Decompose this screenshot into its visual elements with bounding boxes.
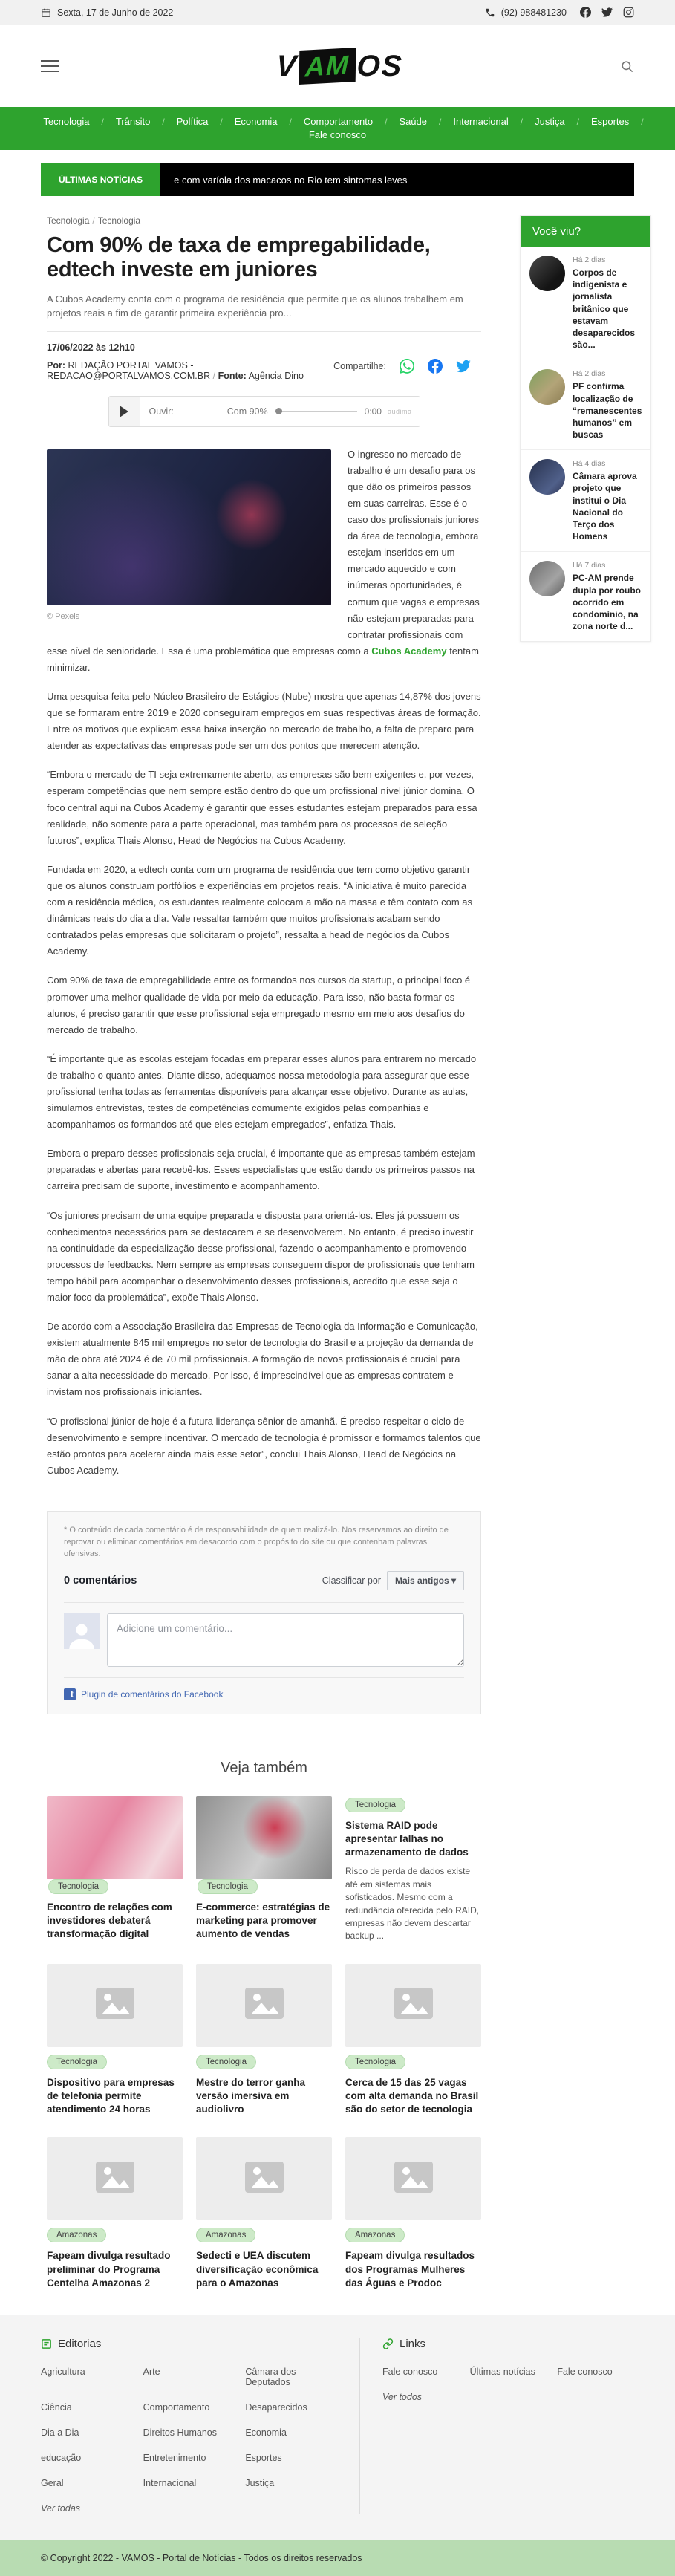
article-paragraph: “Embora o mercado de TI seja extremamente aberto, as empresas são bem exigentes e, por vezes, esperam competências que nem sempre estão dentro do que um profissional nível júnior domina. O foco central aqui na Cubos Academy é garantir que esses estudantes estejam preparados para essa realidade, não somente para a parte operacional, mas também para os processos de seleção futuros”, explica Thais Alonso, Head de Negócios na Cubos Academy. xyxy=(47,769,477,846)
nav-item-economia[interactable]: Economia xyxy=(234,116,278,127)
comment-input[interactable] xyxy=(107,1613,464,1667)
comments-disclaimer: * O conteúdo de cada comentário é de responsabilidade de quem realizá-lo. Nos reservamos ao direito de reprovar ou eliminar comentários em desacordo com o propósito do site ou que contenham palavras ofensivas. xyxy=(64,1525,449,1558)
article-paragraph: “O profissional júnior de hoje é a futura liderança sênior de amanhã. É preciso respeitar o ciclo de desenvolvimento e sempre incentivar. O mercado de tecnologia é promissor e formamos talentos que estão prontos para acelerar ainda mais esse setor”, conclui Thais Alonso, Head de Negócios na Cubos Academy. xyxy=(47,1415,481,1476)
card-title: E-commerce: estratégias de marketing para promover aumento de vendas xyxy=(196,1901,330,1940)
footer-link-entretenimento[interactable]: Entretenimento xyxy=(143,2453,206,2464)
news-thumbnail xyxy=(529,459,565,495)
breadcrumb-page[interactable]: Tecnologia xyxy=(97,215,141,226)
copyright-text: © Copyright 2022 - VAMOS - Portal de Notícias - Todos os direitos reservados xyxy=(41,2553,362,2564)
sidebar-news-item[interactable] xyxy=(521,360,650,449)
card-image xyxy=(196,1796,332,1879)
sort-dropdown[interactable]: Mais antigos ▾ xyxy=(387,1571,464,1590)
article-paragraph: Uma pesquisa feita pelo Núcleo Brasileiro de Estágios (Nube) mostra que apenas 14,87% dos jovens que se formaram entre 2019 e 2020 conseguiram empregos em suas respectivas áreas de formação. Entre os motivos que explicam essa baixa inserção no mercado de trabalho, a falta de preparo para atender as expectativas das empresas pode ser um dos pontos que merecem atenção. xyxy=(47,691,481,752)
footer-link-arte[interactable]: Arte xyxy=(143,2367,160,2378)
article-byline: Por: REDAÇÃO PORTAL VAMOS - REDACAO@PORTALVAMOS.COM.BR / Fonte: Agência Dino xyxy=(47,360,304,381)
twitter-share-icon[interactable] xyxy=(456,359,471,374)
footer-link-economia[interactable]: Economia xyxy=(245,2427,287,2439)
avatar xyxy=(64,1613,100,1649)
card-image xyxy=(47,1796,183,1879)
cubos-academy-link[interactable]: Cubos Academy xyxy=(371,645,447,657)
topbar-date: Sexta, 17 de Junho de 2022 xyxy=(57,7,174,18)
logo-v: V xyxy=(275,49,299,82)
card-image xyxy=(196,1964,332,2047)
card-image xyxy=(345,2137,481,2220)
related-title: Veja também xyxy=(221,1759,307,1776)
nav-item-comportamento[interactable]: Comportamento xyxy=(303,116,374,127)
article-paragraph: Fundada em 2020, a edtech conta com um programa de residência que tem como objetivo garantir que os alunos construam portfólios e experiências em projetos reais. “A iniciativa é muito parecida com a residência médica, os estudantes realmente colocam a mão na massa e têm contato com as dinâmicas reais do dia a dia. Vale ressaltar também que muitos profissionais acabam sendo contratados pelas empresas que solicitaram o projeto”, ressalta a head de negócios da Cubos Academy. xyxy=(47,863,473,957)
sidebar-news-item[interactable] xyxy=(521,551,650,641)
page-title: Com 90% de taxa de empregabilidade, edtech investe em juniores xyxy=(47,233,431,282)
footer-link-internacional[interactable]: Internacional xyxy=(143,2478,197,2489)
nav-item-saude[interactable]: Saúde xyxy=(399,116,427,127)
category-badge[interactable]: Tecnologia xyxy=(196,2055,256,2069)
divider xyxy=(47,331,481,332)
whatsapp-share-icon[interactable] xyxy=(400,359,414,374)
card-title: Sistema RAID pode apresentar falhas no armazenamento de dados xyxy=(345,1819,469,1858)
image-placeholder-icon xyxy=(96,1988,134,2023)
article-paragraph: “É importante que as escolas estejam focadas em preparar esses alunos para entrarem no mercado de trabalho o quanto antes. Diante disso, adequamos nossa metodologia para assegurar que esse profissional tenha todas as ferramentas disponíveis para alcançar esse objetivo. Durante as aulas, simulamos entrevistas, testes de competências comumente exigidos pelas companhias e acompanhamos os formandos até que eles estejam empregados”, enfatiza Thais. xyxy=(47,1053,477,1131)
related-card[interactable] xyxy=(47,1796,183,1943)
player-time: 0:00 xyxy=(364,406,382,417)
image-placeholder-icon xyxy=(245,1988,284,2023)
copyright-bar xyxy=(0,2540,675,2576)
footer xyxy=(0,2315,675,2540)
footer-link-agricultura[interactable]: Agricultura xyxy=(41,2367,85,2378)
facebook-plugin-link[interactable]: f Plugin de comentários do Facebook xyxy=(64,1688,464,1700)
related-card[interactable] xyxy=(196,1796,332,1943)
news-thumbnail xyxy=(529,256,565,291)
play-button[interactable] xyxy=(109,396,140,427)
card-image xyxy=(345,1964,481,2047)
phone-icon xyxy=(485,7,495,18)
category-badge[interactable]: Amazonas xyxy=(196,2228,255,2242)
editorias-icon xyxy=(41,2338,52,2349)
footer-link-dia-a-dia[interactable]: Dia a Dia xyxy=(41,2427,79,2439)
twitter-icon[interactable] xyxy=(601,7,613,18)
calendar-icon xyxy=(41,7,51,18)
nav-item-esportes[interactable]: Esportes xyxy=(590,116,630,127)
image-placeholder-icon xyxy=(394,1988,433,2023)
card-title: Sedecti e UEA discutem diversificação econômica para o Amazonas xyxy=(196,2250,319,2289)
nav-item-transito[interactable]: Trânsito xyxy=(115,116,151,127)
topbar-phone: (92) 988481230 xyxy=(500,7,567,18)
article-paragraph: Com 90% de taxa de empregabilidade entre os formandos nos cursos da startup, o principal foco é promover uma melhor qualidade de vida por meio da educação. Para isso, não basta formar os alunos, é preciso garantir que esse profissional seja empregado mesmo em meio aos desafios do mercado de trabalho. xyxy=(47,975,471,1035)
category-badge[interactable]: Amazonas xyxy=(345,2228,405,2242)
article-image xyxy=(47,449,331,605)
play-icon xyxy=(120,406,128,417)
image-placeholder-icon xyxy=(394,2162,433,2196)
breadcrumb-section[interactable]: Tecnologia xyxy=(47,215,90,226)
category-badge[interactable]: Tecnologia xyxy=(198,1879,258,1894)
related-card[interactable] xyxy=(47,1964,183,2117)
nav-item-politica[interactable]: Política xyxy=(176,116,209,127)
article-paragraph: “Os juniores precisam de uma equipe preparada e disposta para orientá-los. Eles já possuem os conhecimentos necessários para se destacarem e se desenvolverem. No entanto, é preciso investir na continuidade da especialização desse profissional, fazendo o acompanhamento e promovendo processos de feedbacks. Nem sempre as empresas conseguem dispor de profissionais que tenham tempo hábil para acompanhar o desenvolvimento desses profissionais, acredito que esse seja o maior foco da problemática”, expõe Thais Alonso. xyxy=(47,1209,475,1303)
card-image xyxy=(47,1964,183,2047)
footer-link-fale-conosco[interactable]: Fale conosco xyxy=(382,2367,438,2378)
footer-link-camara-dos-deputados[interactable]: Câmara dos Deputados xyxy=(245,2367,296,2388)
topbar xyxy=(0,0,675,25)
divider xyxy=(64,1602,464,1603)
sidebar-news-item[interactable] xyxy=(521,247,650,360)
footer-link-direitos-humanos[interactable]: Direitos Humanos xyxy=(143,2427,217,2439)
share-label: Compartilhe: xyxy=(333,360,386,371)
logo-am: AM xyxy=(299,48,356,85)
divider xyxy=(64,1677,464,1678)
card-title: Dispositivo para empresas de telefonia permite atendimento 24 horas xyxy=(47,2076,175,2115)
related-section xyxy=(47,1740,481,2290)
breaking-news-ticker[interactable]: e com varíola dos macacos no Rio tem sintomas leves xyxy=(160,163,634,196)
news-title: Corpos de indigenista e jornalista britânico que estavam desaparecidos são... xyxy=(573,267,636,351)
category-badge[interactable]: Amazonas xyxy=(47,2228,106,2242)
news-thumbnail xyxy=(529,561,565,596)
footer-link-ciencia[interactable]: Ciência xyxy=(41,2402,72,2413)
facebook-share-icon[interactable] xyxy=(428,359,443,374)
logo-os: OS xyxy=(355,49,404,82)
news-thumbnail xyxy=(529,369,565,405)
player-track-title: Com 90% xyxy=(226,406,268,417)
card-image xyxy=(47,2137,183,2220)
audio-player xyxy=(108,396,420,427)
card-excerpt: Risco de perda de dados existe até em sistemas mais sofisticados. Mesmo com a redundância oferecida pelo RAID, empresas não devem descartar backup ... xyxy=(345,1866,480,1942)
news-title: PC-AM prende dupla por roubo ocorrido em condomínio, na zona norte d... xyxy=(573,573,641,632)
menu-icon[interactable] xyxy=(41,56,59,76)
footer-link-geral[interactable]: Geral xyxy=(41,2478,64,2489)
footer-link-esportes[interactable]: Esportes xyxy=(245,2453,282,2464)
related-card[interactable] xyxy=(345,1796,481,1943)
article-paragraph: De acordo com a Associação Brasileira das Empresas de Tecnologia da Informação e Comunicação, existem atualmente 845 mil empregos no setor de tecnologia do Brasil e a projeção da demanda de mão de obra até 2024 é de 70 mil profissionais. A formação de novos profissionais é crucial para sanar a alta necessidade do mercado. Por isso, é imprescindível que as empresas contratem e invistam nos profissionais iniciantes. xyxy=(47,1321,478,1398)
links-title: Links xyxy=(400,2338,426,2351)
breaking-news-bar xyxy=(41,163,634,196)
player-brand: audima xyxy=(387,407,412,415)
links-icon xyxy=(382,2338,394,2349)
article-datetime: 17/06/2022 às 12h10 xyxy=(47,342,135,353)
article-body xyxy=(47,446,481,1479)
player-label: Ouvir: xyxy=(149,406,174,417)
footer-link-ver-todas[interactable]: Ver todas xyxy=(41,2503,81,2514)
footer-link-desaparecidos[interactable]: Desaparecidos xyxy=(245,2402,307,2413)
card-image xyxy=(196,2137,332,2220)
footer-link-fale-conosco[interactable]: Fale conosco xyxy=(557,2367,613,2378)
image-caption: © Pexels xyxy=(47,611,80,621)
category-badge[interactable]: Tecnologia xyxy=(47,2055,107,2069)
image-placeholder-icon xyxy=(245,2162,284,2196)
sidebar-news-item[interactable] xyxy=(521,449,650,551)
related-card[interactable] xyxy=(196,2137,332,2290)
article-paragraph: O ingresso no mercado de trabalho é um desafio para os que dão os primeiros passos em suas carreiras. Esse é o caso dos profissionais juniores da área de tecnologia, embora estejam inseridos em um mercado aquecido e com inúmeras oportunidades, é comum que vagas e empresas não estejam preparadas para contratar profissionais com esse nível de senioridade. Essa é uma problemática que empresas como a Cubos Academy tentam minimizar. xyxy=(47,448,480,673)
instagram-icon[interactable] xyxy=(623,7,634,18)
related-card[interactable] xyxy=(47,2137,183,2290)
sidebar-title: Você viu? xyxy=(521,216,650,247)
header xyxy=(0,25,675,107)
related-card[interactable] xyxy=(345,1964,481,2117)
card-title: Encontro de relações com investidores debaterá transformação digital xyxy=(47,1901,172,1940)
category-badge[interactable]: Tecnologia xyxy=(345,1798,405,1812)
news-title: Câmara aprova projeto que institui o Dia Nacional do Terço dos Homens xyxy=(573,471,637,542)
comments-count: 0 comentários xyxy=(64,1574,137,1587)
article-paragraph: Embora o preparo desses profissionais seja crucial, é importante que as empresas também estejam preparadas e abertas para recebê-los. Esses especialistas que estão dando os primeiros passos na carreira precisam de suporte, investimento e acompanhamento. xyxy=(47,1148,475,1192)
article-figure xyxy=(47,449,331,624)
image-placeholder-icon xyxy=(96,2162,134,2196)
card-title: Mestre do terror ganha versão imersiva em audiolivro xyxy=(196,2076,306,2115)
comments-section xyxy=(47,1511,481,1714)
related-card[interactable] xyxy=(196,1964,332,2117)
card-title: Fapeam divulga resultado preliminar do Programa Centelha Amazonas 2 xyxy=(47,2250,171,2289)
footer-link-comportamento[interactable]: Comportamento xyxy=(143,2402,210,2413)
news-title: PF confirma localização de “remanescentes humanos” em buscas xyxy=(573,381,642,440)
sidebar xyxy=(520,215,651,2290)
footer-link-ver-todos[interactable]: Ver todos xyxy=(382,2392,423,2403)
main-nav: Tecnologia / Trânsito / Política / Economia / Comportamento / Saúde / Internacional / Justiça / Esportes / Fale conosco xyxy=(0,107,675,150)
share-bar xyxy=(323,351,481,381)
related-card[interactable] xyxy=(345,2137,481,2290)
editorias-title: Editorias xyxy=(58,2338,102,2351)
card-title: Fapeam divulga resultados dos Programas Mulheres das Águas e Prodoc xyxy=(345,2250,475,2289)
article-meta xyxy=(47,342,481,381)
news-timestamp: Há 2 dias xyxy=(573,369,606,379)
footer-link-justica[interactable]: Justiça xyxy=(245,2478,275,2489)
nav-item-tecnologia[interactable]: Tecnologia xyxy=(43,116,90,127)
nav-item-internacional[interactable]: Internacional xyxy=(453,116,509,127)
card-title: Cerca de 15 das 25 vagas com alta demanda no Brasil são do setor de tecnologia xyxy=(345,2076,479,2115)
nav-item-justica[interactable]: Justiça xyxy=(535,116,565,127)
sort-label: Classificar por xyxy=(322,1575,381,1586)
article-subtitle: A Cubos Academy conta com o programa de residência que permite que os alunos trabalhem em projetos reais a fim de garantir primeira experiência pro... xyxy=(47,293,463,319)
category-badge[interactable]: Tecnologia xyxy=(48,1879,108,1894)
news-timestamp: Há 4 dias xyxy=(573,459,606,469)
news-timestamp: Há 2 dias xyxy=(573,256,606,264)
category-badge[interactable]: Tecnologia xyxy=(345,2055,405,2069)
news-timestamp: Há 7 dias xyxy=(573,561,606,570)
footer-link-ultimas-noticias[interactable]: Últimas notícias xyxy=(469,2367,535,2378)
player-seek-slider[interactable] xyxy=(275,411,357,412)
site-logo[interactable] xyxy=(275,49,404,83)
facebook-icon: f xyxy=(64,1688,76,1700)
breaking-news-label: ÚLTIMAS NOTÍCIAS xyxy=(41,163,160,196)
nav-item-fale-conosco[interactable]: Fale conosco xyxy=(308,129,367,140)
facebook-icon[interactable] xyxy=(580,7,591,18)
search-icon[interactable] xyxy=(620,59,634,74)
footer-link-educacao[interactable]: educação xyxy=(41,2453,82,2464)
breadcrumb: Tecnologia / Tecnologia xyxy=(47,215,141,226)
